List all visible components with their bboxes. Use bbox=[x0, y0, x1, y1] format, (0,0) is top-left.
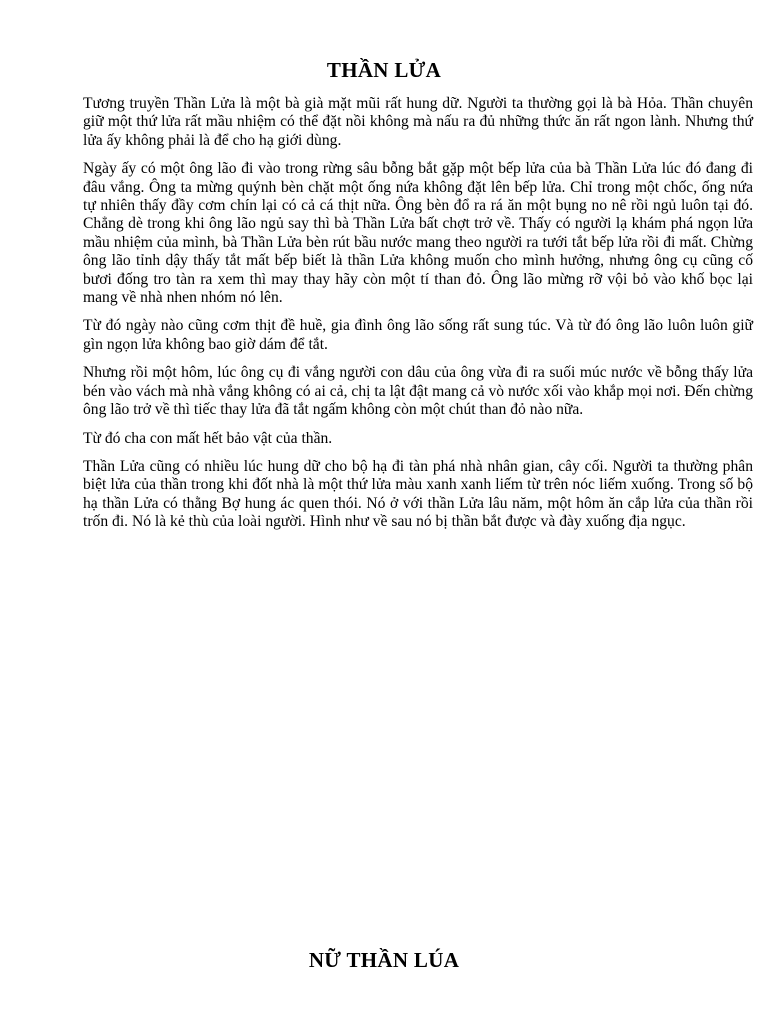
paragraph-6: Thần Lửa cũng có nhiều lúc hung dữ cho bộ hạ đi tàn phá nhà nhân gian, cây cối. Người ta thường phân biệt lửa của thần trong khi đốt nhà là một thứ lửa màu xanh xanh liếm từ trên nóc liếm xuống. Trong số bộ hạ thần Lửa có thằng Bợ hung ác quen thói. Nó ở với thần Lửa lâu năm, một hôm ăn cắp lửa của thần rồi trốn đi. Nó là kẻ thù của loài người. Hình như về sau nó bị thần bắt được và đày xuống địa ngục. bbox=[83, 457, 753, 531]
paragraph-5: Từ đó cha con mất hết bảo vật của thần. bbox=[83, 429, 333, 447]
story-body bbox=[83, 95, 753, 542]
paragraph-4: Nhưng rồi một hôm, lúc ông cụ đi vắng người con dâu của ông vừa đi ra suối múc nước về bỗng thấy lửa bén vào vách mà nhà vắng không có ai cả, chị ta lật đật mang cả vò nước xối vào khắp mọi nơi. Đến chừng ông lão trở về thì tiếc thay lửa đã tắt ngấm không còn một chút than đỏ nào nữa. bbox=[83, 364, 753, 419]
story-title: THẦN LỬA bbox=[326, 58, 442, 82]
paragraph-3: Từ đó ngày nào cũng cơm thịt đề huề, gia đình ông lão sống rất sung túc. Và từ đó ông lão luôn luôn giữ gìn ngọn lửa không bao giờ dám để tắt. bbox=[83, 317, 753, 353]
paragraph-1: Tương truyền Thần Lửa là một bà già mặt mũi rất hung dữ. Người ta thường gọi là bà Hỏa. Thần chuyên giữ một thứ lửa rất mầu nhiệm có thể đặt nồi không mà nấu ra đủ những thức ăn rất ngon lành. Nhưng thứ lửa ấy không phải là để cho hạ giới dùng. bbox=[83, 95, 753, 149]
next-story-title: NỮ THẦN LÚA bbox=[308, 948, 460, 972]
paragraph-2: Ngày ấy có một ông lão đi vào trong rừng sâu bỗng bắt gặp một bếp lửa của bà Thần Lửa lúc đó đang đi đâu vắng. Ông ta mừng quýnh bèn chặt một ống nứa không đặt lên bếp lửa. Chỉ trong một chốc, ống nứa tự nhiên thấy đầy cơm chín lại có cả cá thịt nữa. Ông bèn đổ ra rá ăn một bụng no nê rồi ngủ luôn tại đó. Chẳng dè trong khi ông lão ngủ say thì bà Thần Lửa bất chợt trở về. Thấy có người lạ khám phá ngọn lửa mầu nhiệm của mình, bà Thần Lửa bèn rút bầu nước mang theo người ra tưới tắt bếp lửa rồi đi mất. Chừng ông lão tỉnh dậy thấy tắt mất bếp biết là thần Lửa không muốn cho mình hưởng, nhưng ông cụ cũng cố bươi đống tro tàn ra xem thì may thay hãy còn một tí than đỏ. Ông lão mừng rỡ vội bỏ vào khố bọc lại mang về nhà nhen nhóm nó lên. bbox=[83, 160, 753, 307]
